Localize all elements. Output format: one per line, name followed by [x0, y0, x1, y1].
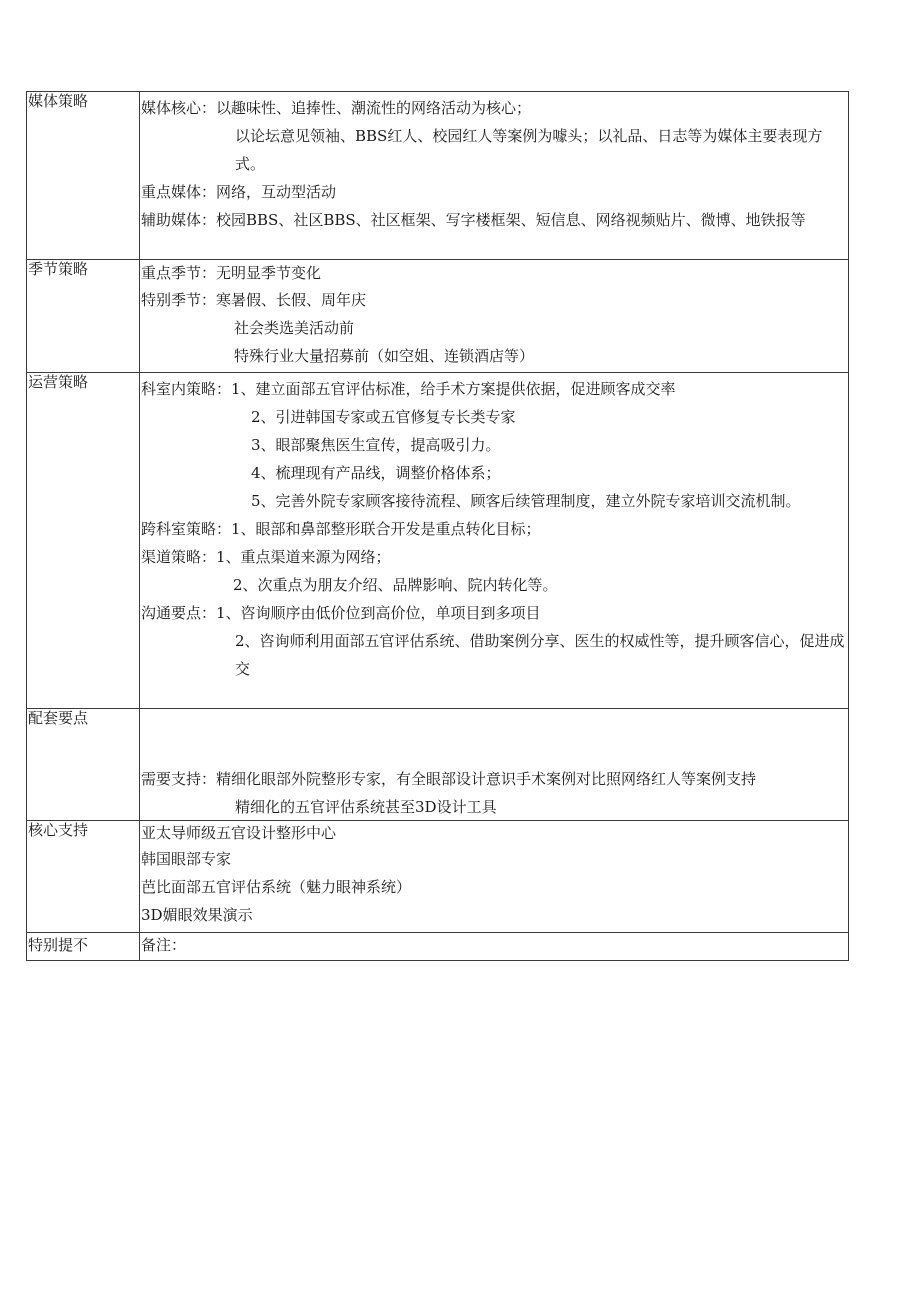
content-media-strategy: [140, 92, 849, 260]
row-special-note: [27, 933, 849, 961]
core-item-3: 芭比面部五官评估系统（魅力眼神系统）: [141, 878, 412, 896]
label-media-strategy: 媒体策略: [27, 92, 140, 260]
content-season-strategy: [140, 260, 849, 373]
ops-comm-2: 2、咨询师利用面部五官评估系统、借助案例分享、医生的权威性等，提升顾客信心，促进成交: [235, 632, 845, 678]
core-item-4: 3D媚眼效果演示: [141, 906, 253, 924]
media-key: 重点媒体：网络，互动型活动: [141, 183, 337, 201]
note-remark: 备注：: [141, 936, 187, 954]
media-core-cont: 以论坛意见领袖、BBS红人、校园红人等案例为噱头；以礼品、日志等为媒体主要表现方式。: [235, 127, 823, 173]
row-core-support: [27, 821, 849, 933]
label-special-note: 特别提不: [27, 933, 140, 961]
label-core-support: 核心支持: [27, 821, 140, 933]
ops-channel-1: 渠道策略：1、重点渠道来源为网络；: [141, 548, 391, 566]
label-support-points: 配套要点: [27, 709, 140, 821]
row-support-points: [27, 709, 849, 821]
row-media-strategy: [27, 92, 849, 260]
ops-dept-5: 5、完善外院专家顾客接待流程、顾客后续管理制度，建立外院专家培训交流机制。: [251, 492, 801, 510]
ops-dept-2: 2、引进韩国专家或五官修复专长类专家: [251, 408, 516, 426]
ops-dept-3: 3、眼部聚焦医生宣传，提高吸引力。: [251, 436, 501, 454]
support-need: 需要支持：精细化眼部外院整形专家，有全眼部设计意识手术案例对比照网络红人等案例支持: [141, 770, 757, 788]
row-ops-strategy: [27, 373, 849, 709]
support-need-2: 精细化的五官评估系统甚至3D设计工具: [235, 798, 497, 816]
ops-comm-1: 沟通要点：1、咨询顺序由低价位到高价位，单项目到多项目: [141, 604, 541, 622]
season-key: 重点季节：无明显季节变化: [141, 264, 322, 282]
ops-dept-4: 4、梳理现有产品线，调整价格体系；: [251, 464, 501, 482]
content-support-points: [140, 709, 849, 821]
season-special-3: 特殊行业大量招募前（如空姐、连锁酒店等）: [234, 347, 535, 365]
content-special-note: [140, 933, 849, 961]
media-aux: 辅助媒体：校园BBS、社区BBS、社区框架、写字楼框架、短信息、网络视频贴片、微博、地铁报等: [141, 211, 806, 229]
row-season-strategy: [27, 260, 849, 373]
season-special: 特别季节：寒暑假、长假、周年庆: [141, 291, 367, 309]
label-ops-strategy: 运营策略: [27, 373, 140, 709]
ops-cross: 跨科室策略：1、眼部和鼻部整形联合开发是重点转化目标；: [141, 520, 541, 538]
media-core: 媒体核心：以趣味性、追捧性、潮流性的网络活动为核心；: [141, 99, 532, 117]
core-item-1: 亚太导师级五官设计整形中心: [141, 824, 337, 842]
season-special-2: 社会类选美活动前: [234, 319, 355, 337]
content-ops-strategy: [140, 373, 849, 709]
ops-channel-2: 2、次重点为朋友介绍、品牌影响、院内转化等。: [233, 576, 558, 594]
label-season-strategy: 季节策略: [27, 260, 140, 373]
core-item-2: 韩国眼部专家: [141, 850, 232, 868]
content-core-support: [140, 821, 849, 933]
ops-dept-1: 科室内策略：1、建立面部五官评估标准，给手术方案提供依据，促进顾客成交率: [141, 380, 676, 398]
strategy-table: [26, 91, 849, 961]
